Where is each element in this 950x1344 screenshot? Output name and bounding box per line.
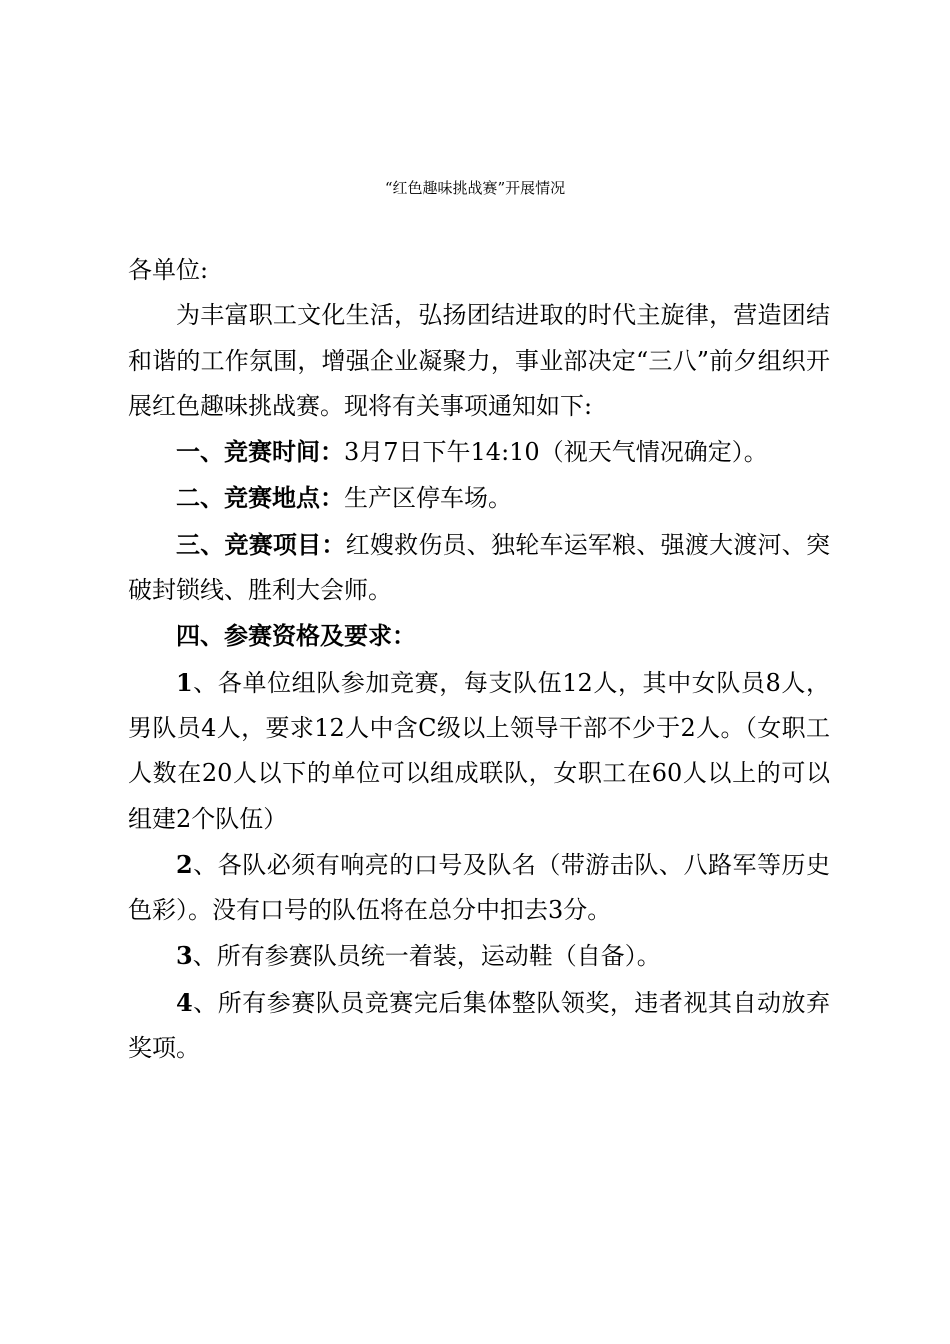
- requirement-text: 、各单位组队参加竞赛，每支队伍12人，其中女队员8人，男队员4人，要求12人中含C级以上领导干部不少于2人。（女职工人数在20人以下的单位可以组成联队，女职工在60人以上的可以组建2个队伍）: [128, 668, 830, 833]
- requirement-item-3: [128, 933, 830, 979]
- requirement-number: 3: [176, 941, 193, 971]
- document-body: [128, 248, 830, 1071]
- section-location: [128, 475, 830, 521]
- section-requirements-heading: 四、参赛资格及要求：: [176, 621, 416, 651]
- requirement-number: 2: [176, 849, 193, 879]
- section-time: [128, 429, 830, 475]
- document-title: “红色趣味挑战赛”开展情况: [384, 179, 566, 197]
- requirement-item-4: [128, 980, 830, 1072]
- requirement-item-1: [128, 660, 830, 842]
- salutation: 各单位:: [128, 256, 209, 284]
- section-events: [128, 522, 830, 614]
- requirement-item-2: [128, 842, 830, 934]
- requirement-number: 1: [176, 667, 193, 697]
- requirement-text: 、所有参赛队员统一着装，运动鞋（自备）。: [192, 942, 661, 971]
- section-events-text: 红嫂救伤员、独轮车运军粮、强渡大渡河、突破封锁线、胜利大会师。: [128, 530, 831, 605]
- requirement-text: 、所有参赛队员竞赛完后集体整队领奖，违者视其自动放弃奖项。: [128, 988, 830, 1063]
- requirement-number: 4: [176, 987, 193, 1017]
- section-location-heading: 二、竞赛地点：: [176, 483, 344, 513]
- intro-paragraph: 为丰富职工文化生活，弘扬团结进取的时代主旋律，营造团结和谐的工作氛围，增强企业凝聚力，事业部决定“三八”前夕组织开展红色趣味挑战赛。现将有关事项通知如下:: [128, 301, 830, 420]
- section-requirements: [128, 613, 830, 659]
- section-time-heading: 一、竞赛时间：: [176, 437, 344, 467]
- section-events-heading: 三、竞赛项目：: [176, 529, 346, 559]
- requirement-text: 、各队必须有响亮的口号及队名（带游击队、八路军等历史色彩）。没有口号的队伍将在总分中扣去3分。: [128, 850, 830, 925]
- section-location-text: 生产区停车场。: [344, 484, 512, 513]
- section-time-text: 3月7日下午14:10（视天气情况确定）。: [344, 438, 768, 467]
